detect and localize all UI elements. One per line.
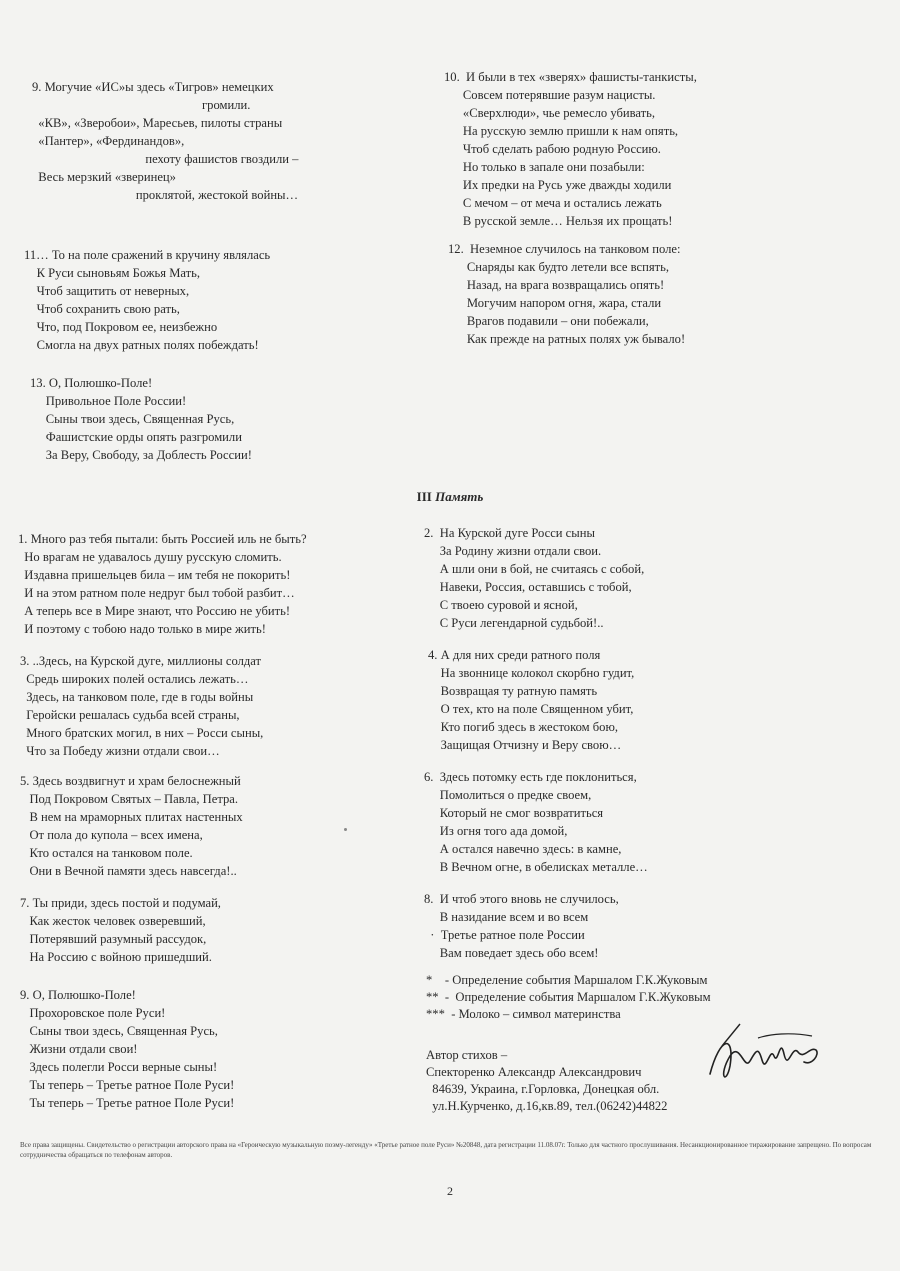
text-line: Жизни отдали свои!	[20, 1042, 138, 1056]
text-line: Но врагам не удавалось душу русскую сломить.	[18, 550, 282, 564]
text-line: ул.Н.Курченко, д.16,кв.89, тел.(06242)44822	[426, 1099, 668, 1113]
text-line: Назад, на врага возвращались опять!	[448, 278, 665, 292]
stanza-10-top	[444, 68, 697, 230]
stanza-3	[20, 652, 263, 760]
text-line: К Руси сыновьям Божья Мать,	[24, 266, 201, 280]
stanza-1	[18, 530, 307, 638]
signature-image	[700, 1016, 830, 1096]
text-line: 9. Могучие «ИС»ы здесь «Тигров» немецких	[32, 80, 274, 94]
text-line: Весь мерзкий «зверинец»	[32, 170, 176, 184]
text-line: 10. И были в тех «зверях» фашисты-танкисты,	[444, 70, 697, 84]
text-line: На звоннице колокол скорбно гудит,	[428, 666, 635, 680]
text-line: *** - Молоко – символ материнства	[426, 1007, 621, 1021]
text-line: Сыны твои здесь, Священная Русь,	[30, 412, 235, 426]
text-line: «КВ», «Зверобои», Маресьев, пилоты страны	[32, 116, 283, 130]
text-line: О тех, кто на поле Священном убит,	[428, 702, 634, 716]
text-line: 3. ..Здесь, на Курской дуге, миллионы солдат	[20, 654, 262, 668]
text-line: · Третье ратное поле России	[424, 928, 585, 942]
stanza-7	[20, 894, 221, 966]
text-line: Геройски решалась судьба всей страны,	[20, 708, 240, 722]
text-line: Который не смог возвратиться	[424, 806, 604, 820]
text-line: На русскую землю пришли к нам опять,	[444, 124, 679, 138]
text-line: Автор стихов –	[426, 1048, 508, 1062]
text-line: «Сверхлюди», чье ремесло убивать,	[444, 106, 656, 120]
text-line: проклятой, жестокой войны…	[32, 188, 299, 202]
text-line: Как прежде на ратных полях уж бывало!	[448, 332, 686, 346]
text-line: 1. Много раз тебя пытали: быть Россией иль не быть?	[18, 532, 307, 546]
stanza-6	[424, 768, 648, 876]
speck	[344, 828, 347, 831]
text-line: Возвращая ту ратную память	[428, 684, 598, 698]
stanza-12-top	[448, 240, 685, 348]
text-line: В назидание всем и во всем	[424, 910, 589, 924]
stanza-4	[428, 646, 634, 754]
text-line: 84639, Украина, г.Горловка, Донецкая обл.	[426, 1082, 660, 1096]
text-line: пехоту фашистов гвоздили –	[32, 152, 299, 166]
text-line: 11… То на поле сражений в кручину являлась	[24, 248, 271, 262]
stanza-9	[20, 986, 234, 1112]
text-line: Фашистские орды опять разгромили	[30, 430, 242, 444]
text-line: Что за Победу жизни отдали свои…	[20, 744, 220, 758]
text-line: Навеки, Россия, оставшись с тобой,	[424, 580, 632, 594]
text-line: * - Определение события Маршалом Г.К.Жуковым	[426, 973, 708, 987]
text-line: Чтоб сделать рабою родную Россию.	[444, 142, 661, 156]
text-line: Много братских могил, в них – Росси сыны,	[20, 726, 264, 740]
text-line: Защищая Отчизну и Веру свою…	[428, 738, 622, 752]
section-title	[0, 489, 900, 505]
text-line: 5. Здесь воздвигнут и храм белоснежный	[20, 774, 241, 788]
stanza-8	[424, 890, 619, 962]
text-line: 4. А для них среди ратного поля	[428, 648, 601, 662]
text-line: В Вечном огне, в обелисках металле…	[424, 860, 648, 874]
text-line: Они в Вечной памяти здесь навсегда!..	[20, 864, 237, 878]
stanza-9-top	[32, 78, 298, 204]
text-line: Чтоб защитить от неверных,	[24, 284, 190, 298]
text-line: Здесь, на танковом поле, где в годы войны	[20, 690, 254, 704]
text-line: Как жесток человек озверевший,	[20, 914, 206, 928]
text-line: Смогла на двух ратных полях побеждать!	[24, 338, 259, 352]
text-line: Средь широких полей остались лежать…	[20, 672, 249, 686]
stanza-5	[20, 772, 243, 880]
text-line: 9. О, Полюшко-Поле!	[20, 988, 136, 1002]
text-line: И поэтому с тобою надо только в мире жить!	[18, 622, 266, 636]
text-line: В русской земле… Нельзя их прощать!	[444, 214, 673, 228]
text-line: С мечом – от меча и остались лежать	[444, 196, 662, 210]
text-line: Привольное Поле России!	[30, 394, 187, 408]
text-line: ** - Определение события Маршалом Г.К.Жуковым	[426, 990, 711, 1004]
text-line: Снаряды как будто летели все вспять,	[448, 260, 670, 274]
text-line: Спекторенко Александр Александрович	[426, 1065, 642, 1079]
text-line: С твоею суровой и ясной,	[424, 598, 578, 612]
text-line: С Руси легендарной судьбой!..	[424, 616, 604, 630]
text-line: А теперь все в Мире знают, что Россию не убить!	[18, 604, 291, 618]
text-line: 13. О, Полюшко-Поле!	[30, 376, 153, 390]
text-line: Врагов подавили – они побежали,	[448, 314, 649, 328]
text-line: Вам поведает здесь обо всем!	[424, 946, 599, 960]
stanza-13-top	[30, 374, 252, 464]
section-numeral: III	[416, 489, 432, 504]
text-line: 12. Неземное случилось на танковом поле:	[448, 242, 681, 256]
text-line: Прохоровское поле Руси!	[20, 1006, 166, 1020]
text-line: Но только в запале они позабыли:	[444, 160, 645, 174]
text-line: За Родину жизни отдали свои.	[424, 544, 602, 558]
copyright-footer: Все права защищены. Свидетельство о регистрации авторского права на «Героическую музыкальную поэму-легенду» «Третье ратное поле Руси» №20848, дата регистрации 11.08.07г. Только для частного прослушивания. Несанкционированное тиражирование запрещено. По вопросам сотрудничества обращаться по телефонам авторов.	[20, 1141, 872, 1159]
footnotes	[426, 972, 711, 1023]
author-block	[426, 1047, 667, 1115]
text-line: Что, под Покровом ее, неизбежно	[24, 320, 218, 334]
text-line: Из огня того ада домой,	[424, 824, 568, 838]
text-line: И на этом ратном поле недруг был тобой разбит…	[18, 586, 295, 600]
text-line: 8. И чтоб этого вновь не случилось,	[424, 892, 619, 906]
text-line: Здесь полегли Росси верные сыны!	[20, 1060, 218, 1074]
text-line: 2. На Курской дуге Росси сыны	[424, 526, 595, 540]
text-line: А остался навечно здесь: в камне,	[424, 842, 622, 856]
text-line: 6. Здесь потомку есть где поклониться,	[424, 770, 637, 784]
text-line: Кто остался на танковом поле.	[20, 846, 193, 860]
text-line: От пола до купола – всех имена,	[20, 828, 203, 842]
text-line: Сыны твои здесь, Священная Русь,	[20, 1024, 218, 1038]
stanza-11-top	[24, 246, 270, 354]
section-title-text: Память	[435, 489, 484, 504]
text-line: Кто погиб здесь в жестоком бою,	[428, 720, 619, 734]
text-line: За Веру, Свободу, за Доблесть России!	[30, 448, 252, 462]
text-line: 7. Ты приди, здесь постой и подумай,	[20, 896, 221, 910]
text-line: Под Покровом Святых – Павла, Петра.	[20, 792, 239, 806]
text-line: В нем на мраморных плитах настенных	[20, 810, 243, 824]
text-line: На Россию с войною пришедший.	[20, 950, 212, 964]
text-line: Ты теперь – Третье ратное Поле Руси!	[20, 1096, 235, 1110]
text-line: Могучим напором огня, жара, стали	[448, 296, 662, 310]
text-line: Помолиться о предке своем,	[424, 788, 592, 802]
text-line: Чтоб сохранить свою рать,	[24, 302, 180, 316]
text-line: «Пантер», «Фердинандов»,	[32, 134, 185, 148]
text-line: Ты теперь – Третье ратное Поле Руси!	[20, 1078, 235, 1092]
text-line: Потерявший разумный рассудок,	[20, 932, 207, 946]
page-number: 2	[447, 1184, 453, 1198]
text-line: Издавна пришельцев била – им тебя не покорить!	[18, 568, 291, 582]
text-line: А шли они в бой, не считаясь с собой,	[424, 562, 645, 576]
stanza-2	[424, 524, 644, 632]
text-line: Совсем потерявшие разум нацисты.	[444, 88, 656, 102]
text-line: Их предки на Русь уже дважды ходили	[444, 178, 672, 192]
text-line: громили.	[32, 98, 251, 112]
